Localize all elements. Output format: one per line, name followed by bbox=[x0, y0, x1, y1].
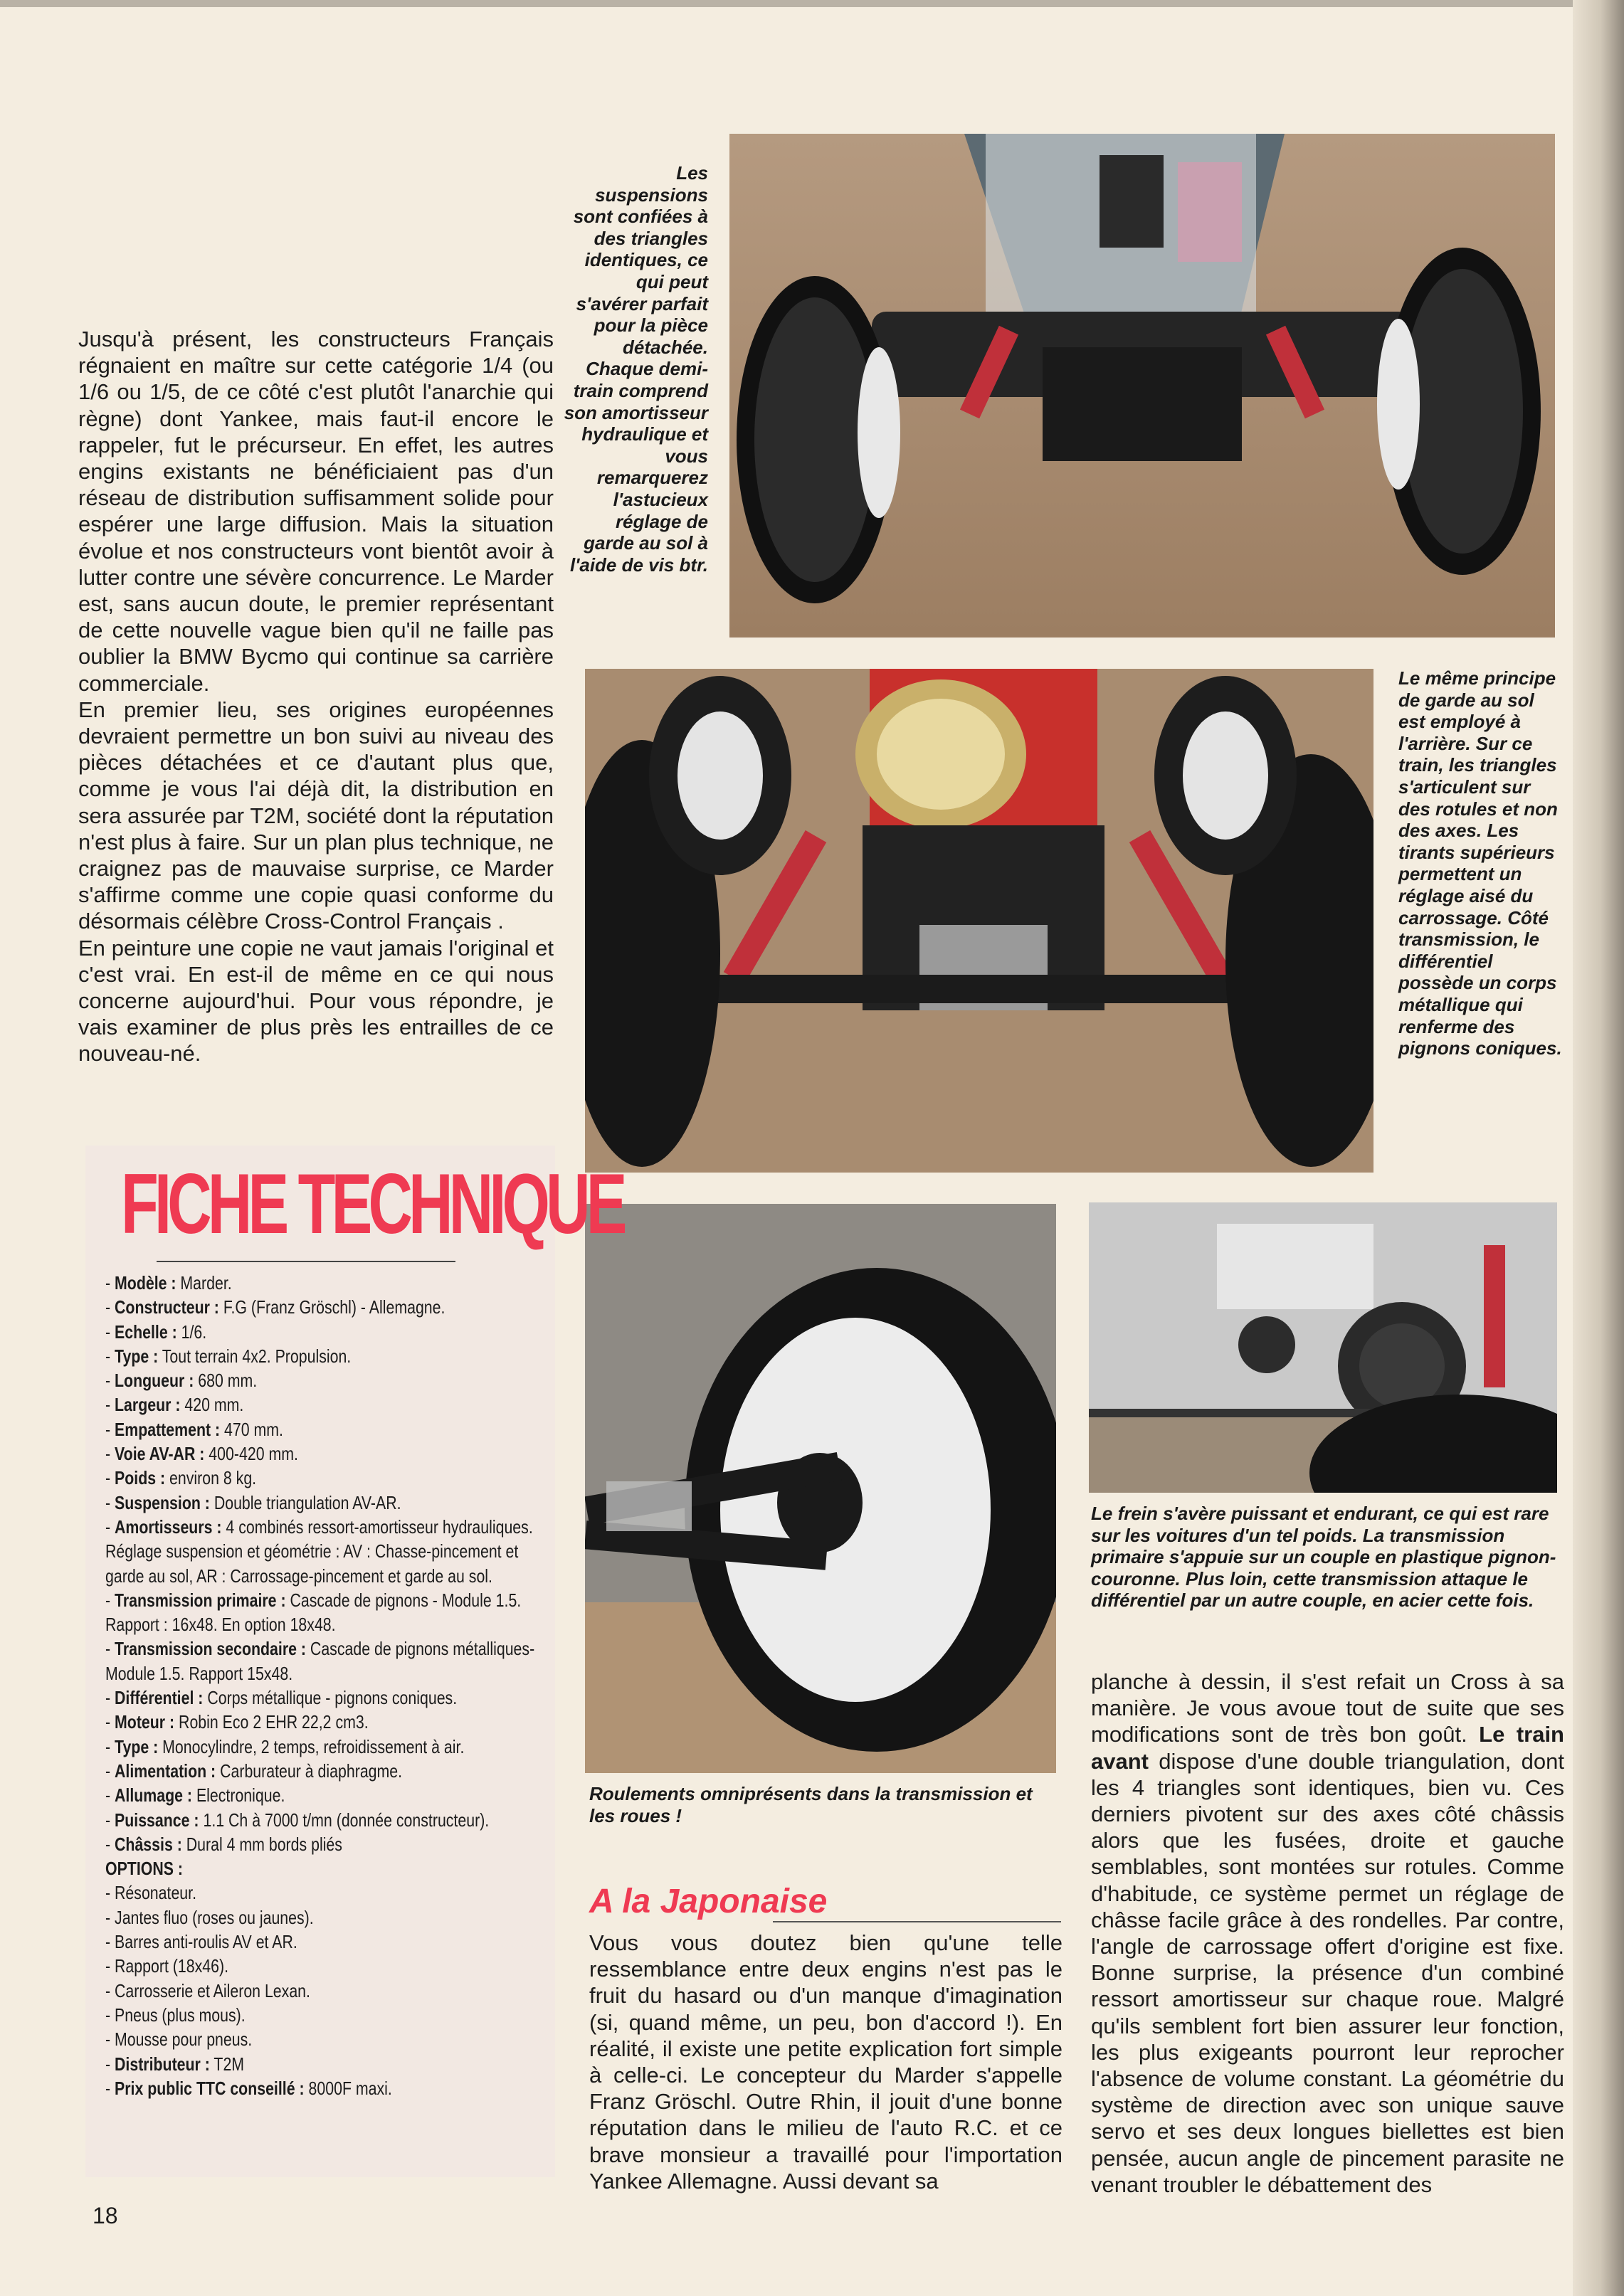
caption-rear: Le même principe de garde au sol est employé à l'arrière. Sur ce train, les triangles s'articulent sur des rotules et non des axes. Les tirants supérieurs permettent un réglage aisé du carrossage. Côté transmission, le différentiel possède un corps métallique qui renferme des pignons coniques. bbox=[1398, 667, 1562, 1059]
spec-item: - Voie AV-AR : 400-420 mm. bbox=[105, 1443, 298, 1465]
spec-item: - Moteur : Robin Eco 2 EHR 22,2 cm3. bbox=[105, 1711, 369, 1733]
intro-paragraph: En peinture une copie ne vaut jamais l'original et c'est vrai. En est-il de même en ce qui nous concerne aujourd'hui. Pour vous répondre, je vais examiner de plus près les entrailles de ce nouveau-né. bbox=[78, 935, 554, 1067]
section-paragraph: Vous vous doutez bien qu'une telle ressemblance entre deux engins n'est pas le fruit du hasard ou d'un manque d'imagination (si, quand même, un peu, bon d'accord !). En réalité, il existe une petite explication fort simple à celle-ci. Le concepteur du Marder s'appelle Franz Gröschl. Outre Rhin, il jouit d'une bonne réputation dans le milieu de l'auto R.C. et ce brave monsieur a travaillé pour l'importation Yankee Allemagne. Aussi devant sa bbox=[589, 1930, 1063, 2194]
spec-item: - Echelle : 1/6. bbox=[105, 1321, 207, 1343]
spec-item: - Empattement : 470 mm. bbox=[105, 1418, 283, 1440]
photo-brake-image bbox=[1089, 1202, 1557, 1493]
spec-item: - Alimentation : Carburateur à diaphragme. bbox=[105, 1760, 403, 1782]
spec-list bbox=[105, 1271, 539, 2100]
options-title: OPTIONS : bbox=[105, 1858, 183, 1880]
section-paragraph: planche à dessin, il s'est refait un Cross à sa manière. Je vous avoue tout de suite que ses modifications sont de très bon goût. Le train avant dispose d'une double triangulation, dont les 4 triangles sont identiques, bien vu. Ces derniers pivotent sur des axes côté châssis alors que les fusées, droite et gauche semblables, sont montées sur rotules. Comme d'habitude, ce système permet un réglage de châsse facile grâce à des rondelles. Par contre, l'angle de carrossage offert d'origine est fixe. Bonne surprise, la présence d'un combiné ressort amortisseur sur chaque roue. Malgré qu'ils semblent fort bien assurer leur fonction, les plus exigeants pourront leur reprocher l'absence de volume constant. La géométrie du système de direction avec son unique sauve servo et ses deux longues biellettes est bien pensée, aucun angle de pincement parasite ne venant troubler le débattement des bbox=[1091, 1669, 1564, 2197]
spec-item: - Suspension : Double triangulation AV-AR. bbox=[105, 1491, 401, 1513]
spec-item: - Transmission primaire : Cascade de pignons - Module 1.5. Rapport : 16x48. En option 18x48. bbox=[105, 1589, 522, 1636]
page-top-edge bbox=[0, 0, 1624, 7]
photo-wheel-bearing bbox=[585, 1204, 1056, 1773]
photo-wheel-bearing-image bbox=[585, 1204, 1056, 1773]
fiche-title: FICHE TECHNIQUE bbox=[121, 1156, 623, 1252]
caption-suspensions: Les suspensions sont confiées à des triangles identiques, ce qui peut s'avérer parfait pour la pièce détachée. Chaque demi-train comprend son amortisseur hydraulique et vous remarquerez l'astucieux réglage de garde au sol à l'aide de vis btr. bbox=[564, 162, 708, 576]
option-item: - Carrosserie et Aileron Lexan. bbox=[105, 1979, 310, 2001]
spec-item: - Longueur : 680 mm. bbox=[105, 1370, 258, 1392]
photo-rear-train bbox=[585, 669, 1373, 1173]
page-number: 18 bbox=[93, 2203, 118, 2228]
option-item: - Jantes fluo (roses ou jaunes). bbox=[105, 1906, 314, 1928]
spec-item: - Constructeur : F.G (Franz Gröschl) - Allemagne. bbox=[105, 1296, 445, 1318]
bold-lead: Le train avant bbox=[1091, 1722, 1564, 1774]
spec-item: - Type : Monocylindre, 2 temps, refroidissement à air. bbox=[105, 1735, 465, 1757]
intro-paragraph: Jusqu'à présent, les constructeurs Français régnaient en maître sur cette catégorie 1/4 (ou 1/6 ou 1/5, de ce côté c'est plutôt l'anarchie qui règne) dont Yankee, mais faut-il encore le rappeler, fut le précurseur. En effet, les autres engins existants ne bénéficiaient pas d'un réseau de distribution suffisamment solide pour espérer une large diffusion. Mais la situation évolue et nos constructeurs vont bientôt avoir à lutter contre une sévère concurrence. Le Marder est, sans aucun doute, le premier représentant de cette nouvelle vague bien qu'il ne faille pas oublier la BMW Bycmo qui continue sa carrière commerciale. bbox=[78, 327, 554, 696]
fiche-technique-box bbox=[85, 1146, 623, 2177]
intro-paragraph: En premier lieu, ses origines européennes devraient permettre un bon suivi au niveau des pièces détachées et ce d'autant plus que, comme je vous l'ai déjà dit, la distribution en sera assurée par T2M, société dont la réputation n'est plus à faire. Sur un plan plus technique, ne craignez pas de mauvaise surprise, ce Marder s'affirme comme une copie quasi conforme du désormais célèbre Cross-Control Français . bbox=[78, 697, 554, 934]
spec-item: - Différentiel : Corps métallique - pignons coniques. bbox=[105, 1687, 458, 1709]
fiche-title-rule bbox=[157, 1261, 455, 1262]
photo-front-suspension bbox=[729, 134, 1555, 638]
spec-item: - Modèle : Marder. bbox=[105, 1272, 232, 1294]
option-item: - Rapport (18x46). bbox=[105, 1955, 229, 1977]
intro-text bbox=[78, 326, 554, 1067]
spec-item: - Prix public TTC conseillé : 8000F maxi. bbox=[105, 2077, 392, 2099]
caption-bearings: Roulements omniprésents dans la transmission et les roues ! bbox=[589, 1783, 1033, 1826]
spec-item: - Type : Tout terrain 4x2. Propulsion. bbox=[105, 1345, 352, 1367]
section-heading: A la Japonaise bbox=[589, 1883, 828, 1920]
section-column-2 bbox=[1091, 1668, 1564, 2198]
section-heading-rule bbox=[773, 1921, 1061, 1922]
photo-rear-train-image bbox=[585, 669, 1373, 1173]
option-item: - Pneus (plus mous). bbox=[105, 2004, 246, 2026]
caption-brake: Le frein s'avère puissant et endurant, ce qui est rare sur les voitures d'un tel poids. La transmission primaire s'appuie sur un couple en plastique pignon-couronne. Plus loin, cette transmission attaque le différentiel par un autre couple, en acier cette fois. bbox=[1091, 1503, 1556, 1612]
photo-brake bbox=[1089, 1202, 1557, 1493]
photo-front-suspension-image bbox=[729, 134, 1555, 638]
spec-item: - Largeur : 420 mm. bbox=[105, 1394, 244, 1416]
option-item: - Barres anti-roulis AV et AR. bbox=[105, 1931, 297, 1953]
option-item: - Mousse pour pneus. bbox=[105, 2028, 253, 2051]
option-item: - Résonateur. bbox=[105, 1882, 197, 1904]
spec-item: - Allumage : Electronique. bbox=[105, 1784, 285, 1806]
spec-item: - Poids : environ 8 kg. bbox=[105, 1467, 257, 1489]
page-binding-shadow bbox=[1573, 0, 1624, 2296]
spec-item: - Châssis : Dural 4 mm bords pliés bbox=[105, 1833, 342, 1855]
fiche-specs bbox=[105, 1271, 539, 2100]
spec-item: - Puissance : 1.1 Ch à 7000 t/mn (donnée constructeur). bbox=[105, 1809, 490, 1831]
section-column-1 bbox=[589, 1930, 1063, 2194]
spec-item: - Amortisseurs : 4 combinés ressort-amortisseur hydrauliques. Réglage suspension et géométrie : AV : Chasse-pincement et garde au sol, AR : Carrossage-pincement et garde au sol. bbox=[105, 1515, 533, 1587]
spec-item: - Transmission secondaire : Cascade de pignons métalliques- Module 1.5. Rapport 15x48. bbox=[105, 1638, 535, 1684]
spec-item: - Distributeur : T2M bbox=[105, 2053, 245, 2075]
